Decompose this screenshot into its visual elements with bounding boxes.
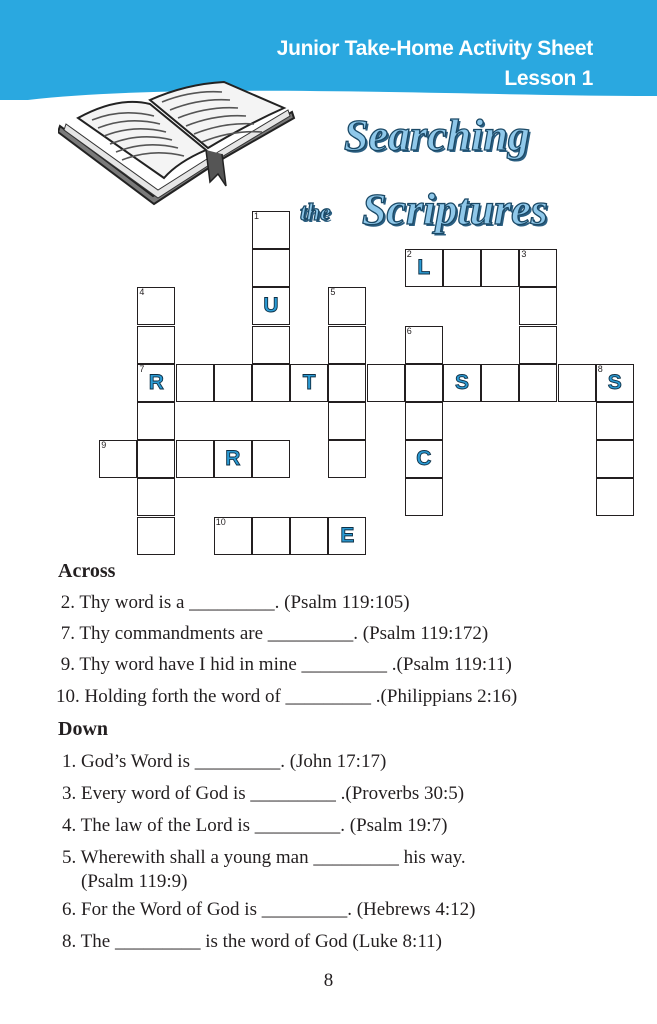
clue-number: 5	[330, 287, 336, 298]
crossword-cell	[596, 364, 634, 402]
clue-number: 10	[215, 516, 226, 527]
crossword-cell	[137, 287, 175, 325]
page-number: 8	[323, 970, 334, 991]
given-letter: C	[416, 447, 432, 471]
crossword-cell	[596, 402, 634, 440]
given-letter: R	[225, 447, 241, 471]
given-letter: S	[454, 370, 469, 394]
down-clue: 8. The _________ is the word of God (Luke 8:11)	[62, 931, 442, 952]
crossword-cell	[214, 440, 252, 478]
crossword-cell	[519, 326, 557, 364]
down-clue: 3. Every word of God is _________ .(Proverbs 30:5)	[62, 783, 465, 804]
crossword-cell	[252, 517, 290, 555]
crossword-cell	[328, 402, 366, 440]
down-clue: 4. The law of the Lord is _________. (Psalm 19:7)	[62, 815, 448, 836]
given-letter: T	[302, 370, 316, 394]
crossword-cell	[214, 517, 252, 555]
crossword-cell	[252, 364, 290, 402]
crossword-cell	[252, 287, 290, 325]
activity-sheet-title: Junior Take-Home Activity Sheet	[276, 37, 593, 60]
given-letter: U	[263, 294, 279, 318]
crossword-cell	[481, 249, 519, 287]
down-clue: 1. God’s Word is _________. (John 17:17)	[62, 751, 387, 772]
crossword-cell	[558, 364, 596, 402]
crossword-cell	[137, 440, 175, 478]
crossword-cell	[328, 440, 366, 478]
crossword-cell	[176, 364, 214, 402]
crossword-cell	[290, 364, 328, 402]
crossword-cell	[405, 249, 443, 287]
given-letter: E	[340, 523, 355, 547]
crossword-cell	[443, 364, 481, 402]
crossword-cell	[405, 364, 443, 402]
crossword-cell	[137, 478, 175, 516]
crossword-cell	[252, 440, 290, 478]
given-letter: L	[417, 256, 431, 280]
crossword-cell	[596, 478, 634, 516]
title-line-2-big: Scriptures	[362, 185, 548, 234]
crossword-cell	[252, 249, 290, 287]
clue-number: 2	[406, 249, 412, 260]
crossword-cell	[328, 287, 366, 325]
given-letter: S	[607, 370, 622, 394]
clue-number: 9	[101, 440, 107, 451]
crossword-cell	[367, 364, 405, 402]
across-clue: 10. Holding forth the word of _________ .(Philippians 2:16)	[56, 686, 518, 707]
across-heading: Across	[58, 560, 116, 582]
crossword-cell	[290, 517, 328, 555]
clue-number: 7	[139, 363, 145, 374]
crossword-cell	[405, 326, 443, 364]
clue-number: 8	[597, 363, 603, 374]
across-clue: 2. Thy word is a _________. (Psalm 119:105)	[56, 592, 410, 613]
crossword-cell	[137, 364, 175, 402]
crossword-cell	[137, 517, 175, 555]
crossword-cell	[405, 478, 443, 516]
crossword-cell	[519, 364, 557, 402]
crossword-cell	[328, 517, 366, 555]
crossword-cell	[252, 211, 290, 249]
crossword-cell	[481, 364, 519, 402]
clue-number: 1	[254, 211, 260, 221]
down-clue: 6. For the Word of God is _________. (Hebrews 4:12)	[62, 899, 476, 920]
clue-number: 6	[406, 325, 412, 336]
given-letter: R	[148, 370, 164, 394]
crossword-cell	[252, 326, 290, 364]
clue-number: 4	[139, 287, 145, 298]
crossword-cell	[99, 440, 137, 478]
across-clue: 9. Thy word have I hid in mine _________ .(Psalm 119:11)	[56, 654, 512, 675]
down-clue: 5. Wherewith shall a young man _________ his way. (Psalm 119:9)	[62, 847, 466, 892]
crossword-cell	[137, 402, 175, 440]
crossword-cell	[405, 402, 443, 440]
lesson-label: Lesson 1	[504, 67, 593, 90]
crossword-cell	[328, 326, 366, 364]
crossword-cell	[519, 249, 557, 287]
crossword-cell	[519, 287, 557, 325]
across-clue: 7. Thy commandments are _________. (Psalm 119:172)	[56, 623, 489, 644]
clue-number: 3	[521, 249, 527, 260]
title-line-2-small: the	[300, 200, 331, 226]
down-heading: Down	[58, 718, 109, 740]
crossword-cell	[176, 440, 214, 478]
crossword-cell	[443, 249, 481, 287]
crossword-cell	[596, 440, 634, 478]
crossword-cell	[328, 364, 366, 402]
title-line-1: Searching	[344, 111, 530, 160]
crossword-cell	[214, 364, 252, 402]
crossword-cell	[405, 440, 443, 478]
crossword-cell	[137, 326, 175, 364]
